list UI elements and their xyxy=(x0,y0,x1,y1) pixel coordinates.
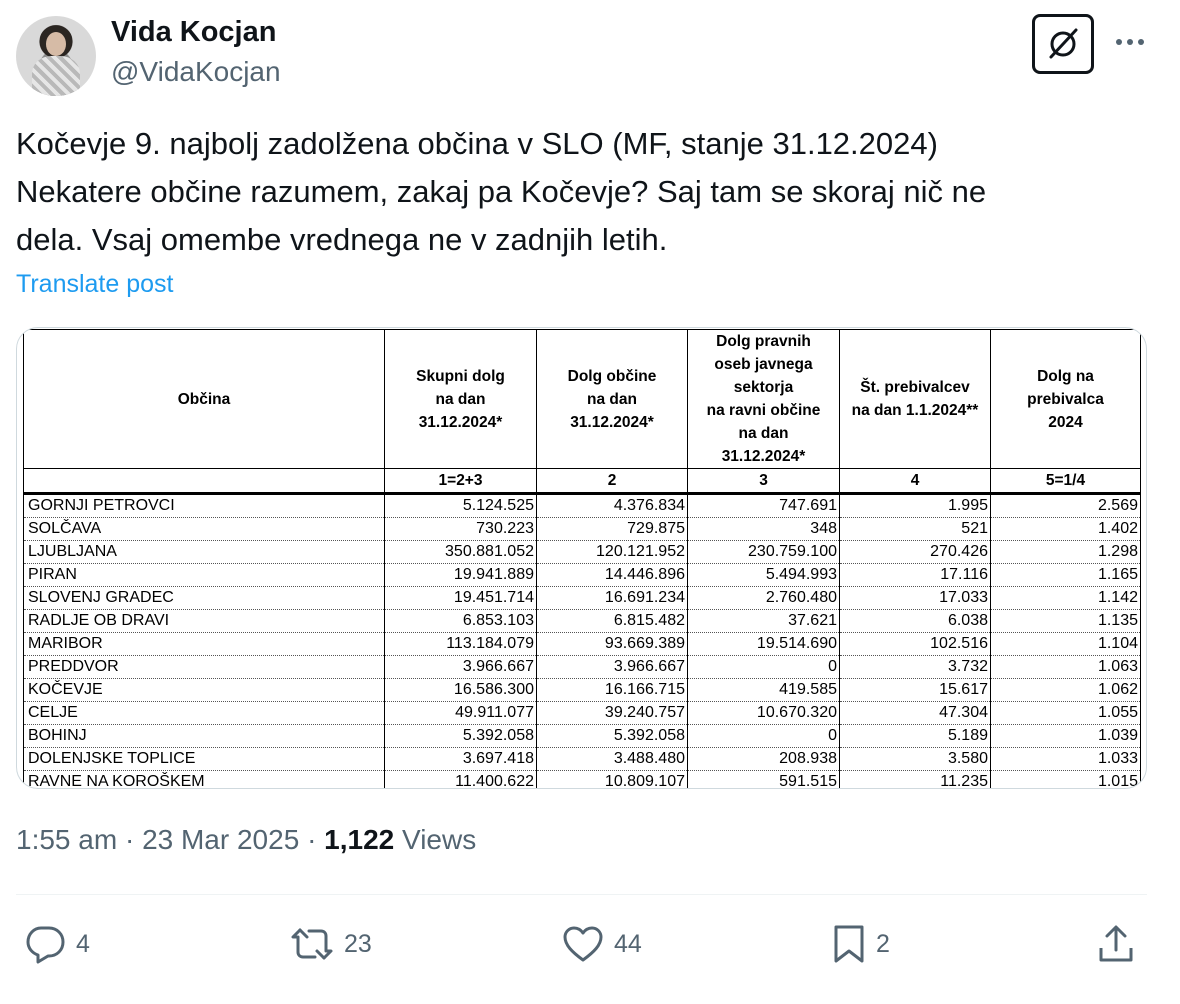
table-row xyxy=(24,494,1141,518)
debt-table xyxy=(23,329,1141,789)
header-line: 31.12.2024* xyxy=(418,413,503,431)
table-column-header xyxy=(385,330,537,469)
header-line: Skupni dolg xyxy=(416,367,505,385)
header-line: na dan xyxy=(738,425,789,442)
value-cell: 16.166.715 xyxy=(537,679,688,702)
grok-icon xyxy=(1045,26,1081,62)
value-cell: 730.223 xyxy=(385,518,537,541)
header-line: na dan 1.1.2024** xyxy=(851,402,979,419)
value-cell: 120.121.952 xyxy=(537,541,688,564)
header-line: sektorja xyxy=(733,379,794,396)
value-cell: 1.298 xyxy=(991,541,1141,564)
value-cell: 350.881.052 xyxy=(385,541,537,564)
value-cell: 3.488.480 xyxy=(537,748,688,771)
value-cell: 5.494.993 xyxy=(688,564,840,587)
column-formula: 4 xyxy=(840,469,991,494)
table-column-header xyxy=(537,330,688,469)
value-cell: 6.038 xyxy=(840,610,991,633)
tweet-image[interactable] xyxy=(16,327,1147,789)
value-cell: 1.104 xyxy=(991,633,1141,656)
tweet-text xyxy=(16,120,1156,264)
value-cell: 348 xyxy=(688,518,840,541)
table-row xyxy=(24,564,1141,587)
value-cell: 5.392.058 xyxy=(537,725,688,748)
header-line: 31.12.2024* xyxy=(570,413,654,431)
value-cell: 270.426 xyxy=(840,541,991,564)
table-row xyxy=(24,679,1141,702)
value-cell: 0 xyxy=(688,656,840,679)
value-cell: 1.142 xyxy=(991,587,1141,610)
value-cell: 10.670.320 xyxy=(688,702,840,725)
value-cell: 19.514.690 xyxy=(688,633,840,656)
value-cell: 1.165 xyxy=(991,564,1141,587)
header-line: na dan xyxy=(435,390,486,408)
value-cell: 3.580 xyxy=(840,748,991,771)
tweet-header xyxy=(16,12,1166,96)
value-cell: 19.941.889 xyxy=(385,564,537,587)
municipality-cell: SOLČAVA xyxy=(24,518,385,541)
table-row xyxy=(24,633,1141,656)
tweet-meta xyxy=(16,824,476,856)
municipality-cell: KOČEVJE xyxy=(24,679,385,702)
share-icon xyxy=(1097,924,1135,964)
value-cell: 39.240.757 xyxy=(537,702,688,725)
more-button[interactable] xyxy=(1110,24,1150,60)
reply-icon xyxy=(24,924,66,964)
value-cell: 1.033 xyxy=(991,748,1141,771)
header-line: 31.12.2024* xyxy=(721,448,806,465)
municipality-cell: GORNJI PETROVCI xyxy=(24,494,385,518)
value-cell: 591.515 xyxy=(688,771,840,790)
reply-count: 4 xyxy=(76,929,90,958)
value-cell: 49.911.077 xyxy=(385,702,537,725)
value-cell: 37.621 xyxy=(688,610,840,633)
value-cell: 16.691.234 xyxy=(537,587,688,610)
value-cell: 419.585 xyxy=(688,679,840,702)
value-cell: 2.569 xyxy=(991,494,1141,518)
translate-post-link[interactable]: Translate post xyxy=(16,270,174,298)
table-row xyxy=(24,771,1141,790)
author-name[interactable]: Vida Kocjan xyxy=(111,16,277,48)
table-row xyxy=(24,541,1141,564)
value-cell: 1.135 xyxy=(991,610,1141,633)
header-line: Dolg na xyxy=(1037,367,1094,385)
table-row xyxy=(24,748,1141,771)
bookmark-icon xyxy=(832,923,866,965)
tweet-line: Nekatere občine razumem, zakaj pa Kočevje? Saj tam se skoraj nič ne xyxy=(16,174,987,209)
like-count: 44 xyxy=(614,929,642,958)
value-cell: 1.015 xyxy=(991,771,1141,790)
value-cell: 3.966.667 xyxy=(537,656,688,679)
table-row xyxy=(24,725,1141,748)
like-button[interactable] xyxy=(562,916,642,972)
header-line: 2024 xyxy=(1048,413,1083,431)
value-cell: 17.116 xyxy=(840,564,991,587)
value-cell: 1.402 xyxy=(991,518,1141,541)
repost-icon xyxy=(290,926,334,962)
column-formula xyxy=(24,469,385,494)
value-cell: 3.697.418 xyxy=(385,748,537,771)
column-formula: 3 xyxy=(688,469,840,494)
like-icon xyxy=(562,925,604,963)
reply-button[interactable] xyxy=(24,916,90,972)
value-cell: 1.062 xyxy=(991,679,1141,702)
more-icon xyxy=(1114,37,1146,47)
header-line: oseb javnega xyxy=(714,356,813,373)
value-cell: 11.235 xyxy=(840,771,991,790)
table-row xyxy=(24,610,1141,633)
table-column-header xyxy=(688,330,840,469)
author-handle[interactable]: @VidaKocjan xyxy=(111,56,281,87)
header-line: Št. prebivalcev xyxy=(860,379,970,396)
municipality-cell: PIRAN xyxy=(24,564,385,587)
value-cell: 521 xyxy=(840,518,991,541)
municipality-cell: PREDDVOR xyxy=(24,656,385,679)
table-column-header xyxy=(24,330,385,469)
column-formula: 5=1/4 xyxy=(991,469,1141,494)
value-cell: 0 xyxy=(688,725,840,748)
value-cell: 102.516 xyxy=(840,633,991,656)
repost-count: 23 xyxy=(344,929,372,958)
table-row xyxy=(24,587,1141,610)
grok-button[interactable] xyxy=(1032,14,1094,74)
column-formula: 2 xyxy=(537,469,688,494)
header-line: na dan xyxy=(587,390,637,408)
tweet-date[interactable]: 23 Mar 2025 xyxy=(142,824,300,855)
header-line: na ravni občine xyxy=(706,402,821,419)
value-cell: 208.938 xyxy=(688,748,840,771)
municipality-cell: BOHINJ xyxy=(24,725,385,748)
share-button[interactable] xyxy=(1097,916,1135,972)
action-bar xyxy=(0,916,1180,972)
divider xyxy=(16,894,1147,895)
table-column-header xyxy=(991,330,1141,469)
municipality-cell: DOLENJSKE TOPLICE xyxy=(24,748,385,771)
value-cell: 1.995 xyxy=(840,494,991,518)
bookmark-button[interactable] xyxy=(832,916,890,972)
meta-separator: · xyxy=(307,824,317,855)
header-line: prebivalca xyxy=(1027,390,1104,408)
value-cell: 6.815.482 xyxy=(537,610,688,633)
value-cell: 11.400.622 xyxy=(385,771,537,790)
value-cell: 6.853.103 xyxy=(385,610,537,633)
value-cell: 747.691 xyxy=(688,494,840,518)
municipality-cell: SLOVENJ GRADEC xyxy=(24,587,385,610)
value-cell: 15.617 xyxy=(840,679,991,702)
value-cell: 5.124.525 xyxy=(385,494,537,518)
header-line: Dolg občine xyxy=(567,367,657,385)
municipality-cell: CELJE xyxy=(24,702,385,725)
value-cell: 1.039 xyxy=(991,725,1141,748)
value-cell: 93.669.389 xyxy=(537,633,688,656)
municipality-cell: RADLJE OB DRAVI xyxy=(24,610,385,633)
tweet-time[interactable]: 1:55 am xyxy=(16,824,118,855)
bookmark-count: 2 xyxy=(876,929,890,958)
views-count: 1,122 xyxy=(324,824,395,855)
tweet-line: Kočevje 9. najbolj zadolžena občina v SLO (MF, stanje 31.12.2024) xyxy=(16,126,938,161)
value-cell: 230.759.100 xyxy=(688,541,840,564)
value-cell: 4.376.834 xyxy=(537,494,688,518)
municipality-cell: MARIBOR xyxy=(24,633,385,656)
value-cell: 16.586.300 xyxy=(385,679,537,702)
value-cell: 729.875 xyxy=(537,518,688,541)
header-line: Občina xyxy=(177,390,231,408)
header-line: Dolg pravnih xyxy=(716,333,811,350)
meta-separator: · xyxy=(124,824,135,855)
municipality-cell: LJUBLJANA xyxy=(24,541,385,564)
value-cell: 47.304 xyxy=(840,702,991,725)
column-formula: 1=2+3 xyxy=(385,469,537,494)
table-row xyxy=(24,518,1141,541)
value-cell: 3.966.667 xyxy=(385,656,537,679)
views-label: Views xyxy=(402,824,477,855)
tweet-line: dela. Vsaj omembe vrednega ne v zadnjih letih. xyxy=(16,222,668,257)
value-cell: 3.732 xyxy=(840,656,991,679)
municipality-cell: RAVNE NA KOROŠKEM xyxy=(24,771,385,790)
avatar[interactable] xyxy=(16,16,96,96)
table-row xyxy=(24,656,1141,679)
value-cell: 2.760.480 xyxy=(688,587,840,610)
table-column-header xyxy=(840,330,991,469)
value-cell: 1.055 xyxy=(991,702,1141,725)
value-cell: 1.063 xyxy=(991,656,1141,679)
repost-button[interactable] xyxy=(290,916,372,972)
value-cell: 10.809.107 xyxy=(537,771,688,790)
value-cell: 5.392.058 xyxy=(385,725,537,748)
value-cell: 19.451.714 xyxy=(385,587,537,610)
value-cell: 5.189 xyxy=(840,725,991,748)
value-cell: 17.033 xyxy=(840,587,991,610)
value-cell: 113.184.079 xyxy=(385,633,537,656)
value-cell: 14.446.896 xyxy=(537,564,688,587)
table-row xyxy=(24,702,1141,725)
